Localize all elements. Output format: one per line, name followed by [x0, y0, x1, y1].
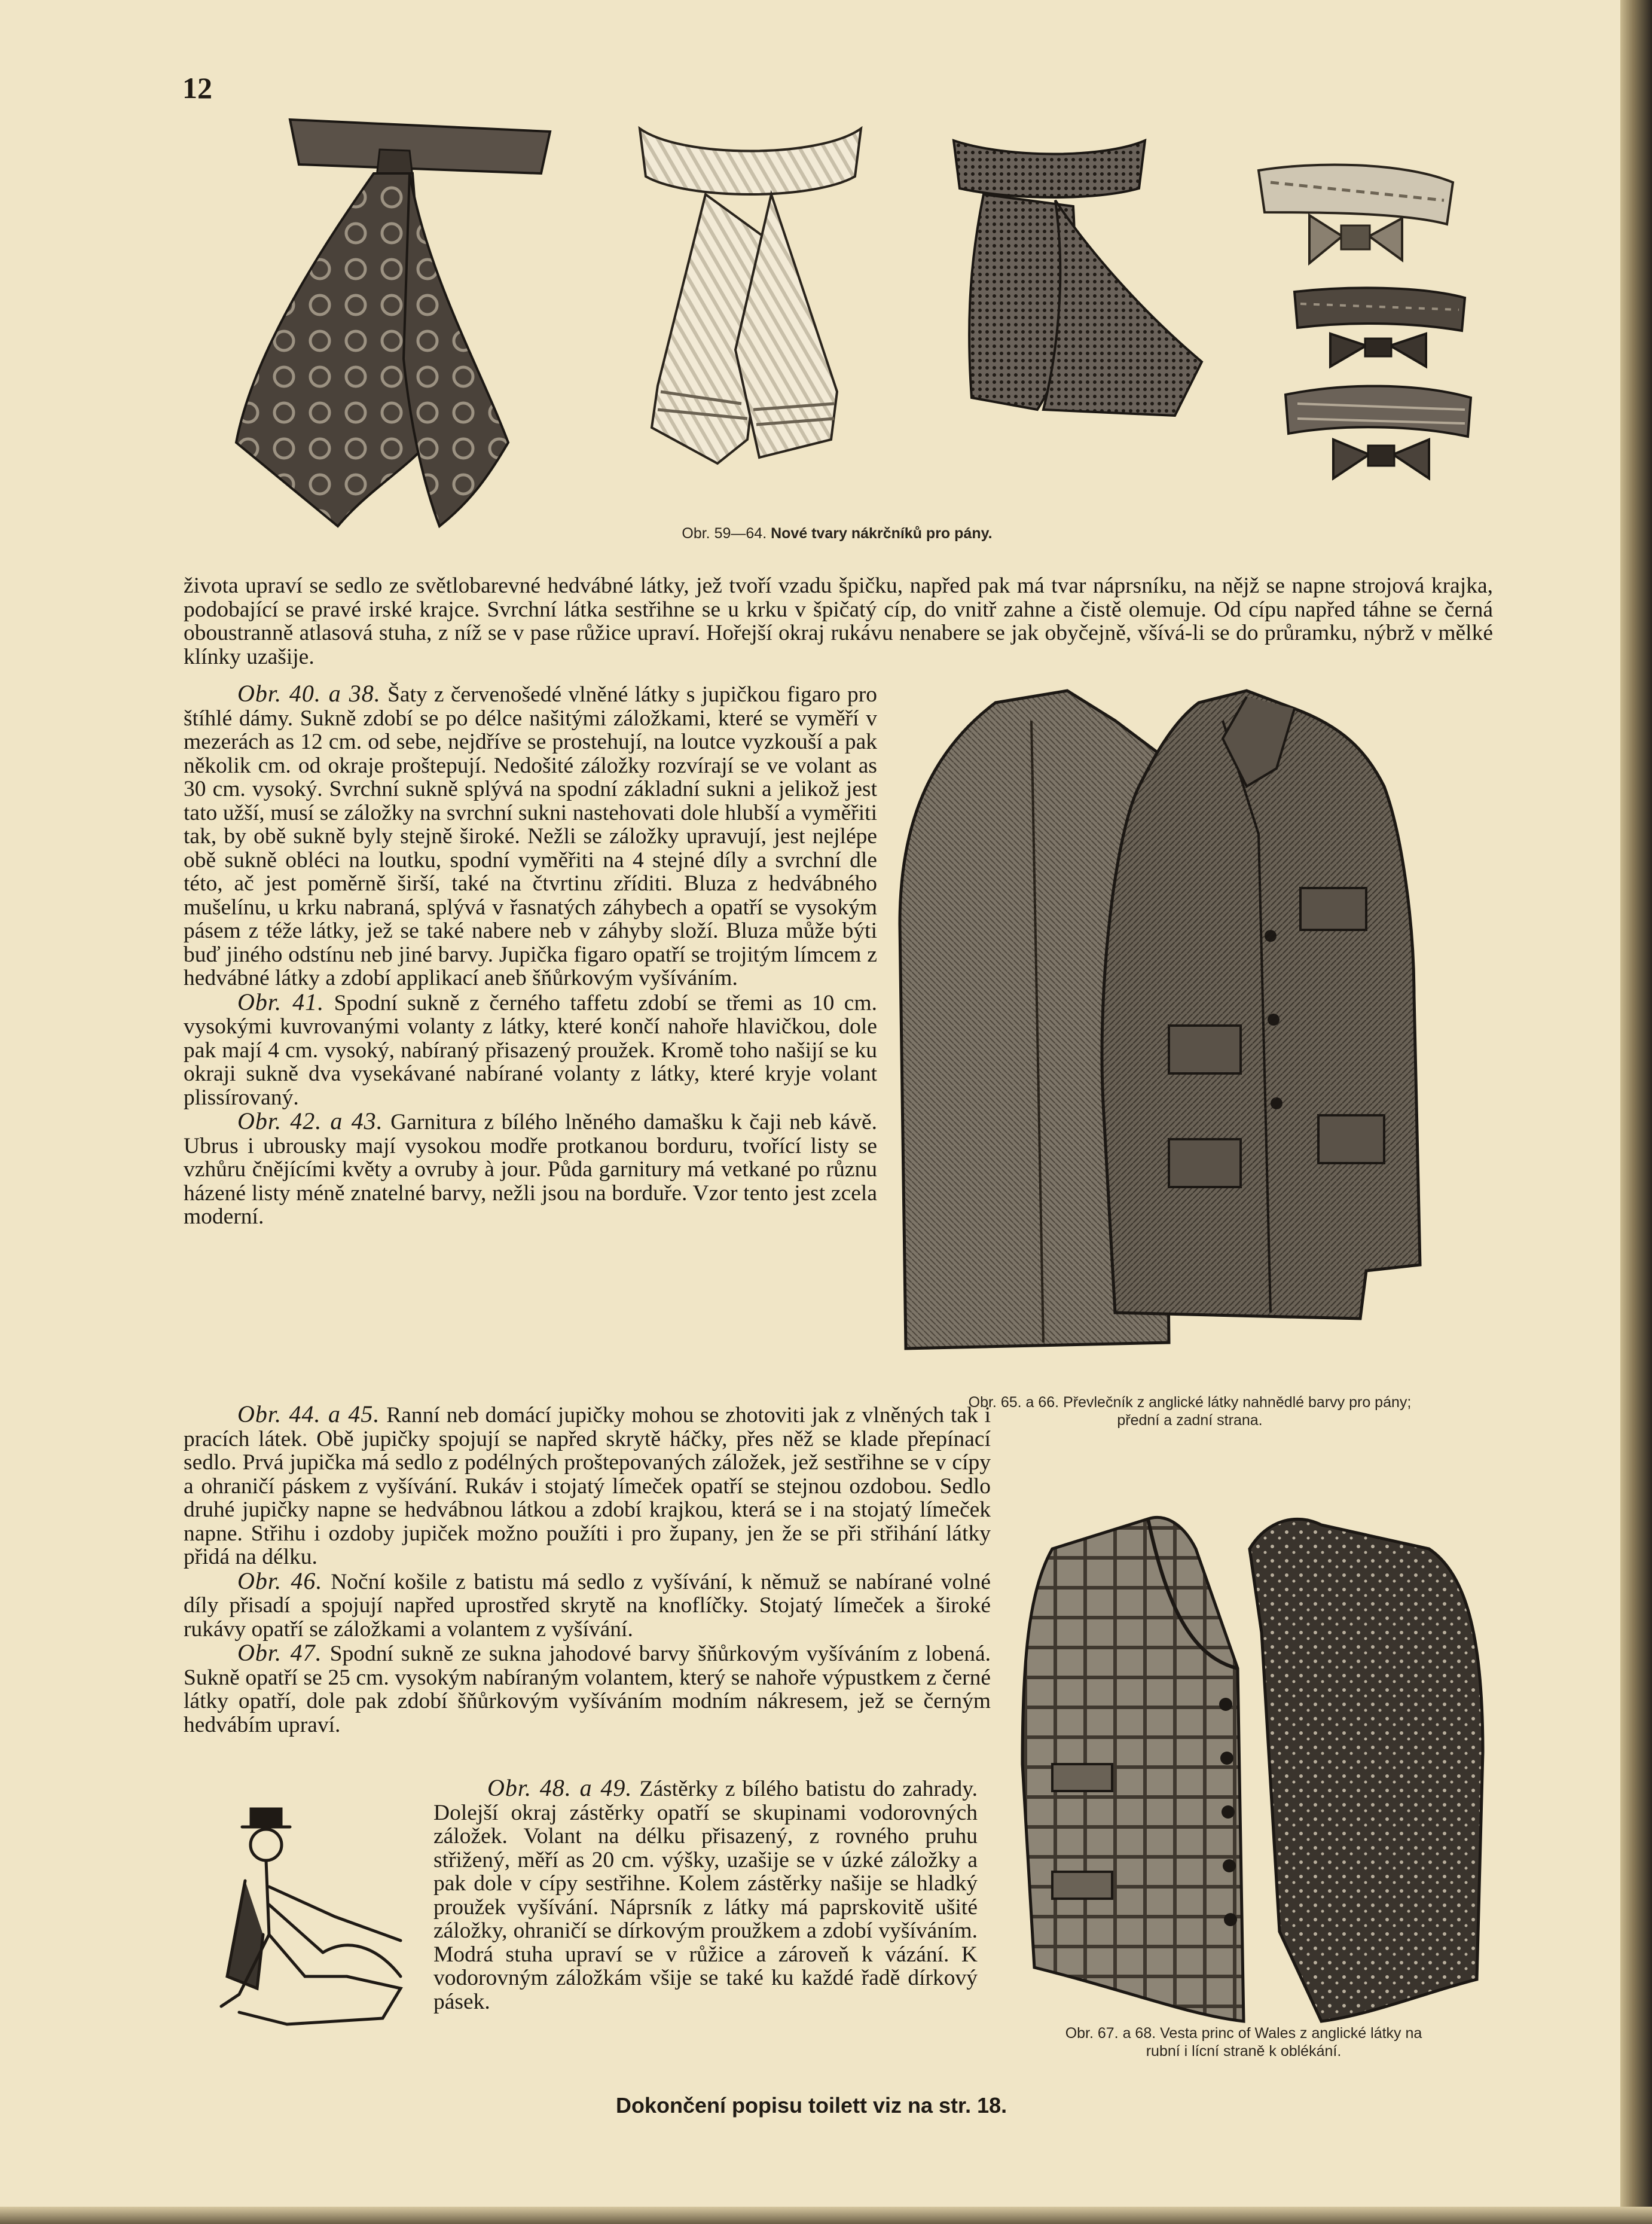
body-column-middle	[184, 1402, 991, 1737]
paragraph-obr-47	[184, 1641, 991, 1737]
text-obr-40: Šaty z červenošedé vlněné látky s jupičkou figaro pro štíhlé dámy. Sukně zdobí se po délce našitými záložkami, které se vyměří v mezerách as 12 cm. od sebe, nejdříve se prostehují, na loutce vyzkouší a pak několik cm. od okraje proštepují. Nedošité záložky rozvírají se ve volant as 30 cm. vysoký. Svrchní sukně splývá na spodní základní sukni a jelikož jest tato užší, musí se záložky na svrchní sukni nastehovati dole hlubší a vyměřiti tak, by obě sukně byly stejně široké. Nežli se záložky upravují, jest nejlépe obě sukně obléci na loutku, spodní vyměřiti na 4 stejné díly a svrchní dle této, ač jest poměrně širší, také na čtvrtinu zříditi. Bluza z hedvábného mušelínu, u krku nabraná, splývá v řasnatých záhybech a opatří se vysokým pásem z téže látky, jež se také nabere neb v záhyby složí. Bluza může býti buď jiného odstínu neb jiné barvy. Jupička figaro opatří se trojitým límcem z hedvábné látky a zdobí applikací aneb šňůrkovým vyšíváním.	[184, 682, 877, 990]
illustration-bowtie-collar-3	[1280, 383, 1477, 481]
caption-coats-line2: přední a zadní strana.	[1117, 1412, 1263, 1429]
paragraph-obr-41	[184, 990, 877, 1110]
caption-vests	[1004, 2024, 1483, 2060]
illustration-overcoat	[888, 685, 1504, 1354]
label-obr-44: Obr. 44. a 45.	[237, 1401, 380, 1427]
body-column-upper	[184, 682, 877, 1229]
text-obr-46: Noční košile z batistu má sedlo z vyšívání, k němuž se nabírané volné díly přisadí a spojují napřed uprostřed skrytě na knoflíčky. Stojatý límeček a široké rukávy opatří se záložkami a volantem z vyšívání.	[184, 1569, 991, 1642]
page-edge-bottom	[0, 2207, 1652, 2224]
illustration-cravat-patterned	[230, 108, 565, 538]
paragraph-obr-44	[184, 1402, 991, 1569]
text-obr-48: Zástěrky z bílého batistu do zahrady. Dolejší okraj zástěrky opatří se skupinami vodorovných záložek. Volant na délku přisazený, z rovného pruhu střižený, měří as 20 cm. výšky, uzašije se v úzké záložky a pak dole v cípy sestřihne. Kolem zástěrky našije se hladký proužek vyšívání. Náprsník z látky má paprskovitě ušité záložky, ohraničí se dírkovým proužkem a zdobí vyšíváním. Modrá stuha upraví se v růžice a zároveň k vázání. K vodorovným záložkám všije se také ku každé řadě dírkový pásek.	[433, 1777, 978, 2014]
label-obr-46: Obr. 46.	[237, 1567, 323, 1594]
paragraph-obr-46	[184, 1569, 991, 1642]
text-obr-41: Spodní sukně z černého taffetu zdobí se třemi as 10 cm. vysokými kuvrovanými volanty z látky, které končí nahoře hlavičkou, dole pak mají 4 cm. vysoký, nabíraný přisazený proužek. Kromě toho našijí se ku okraji sukně dva vysekávané nabírané volanty z látky, které kryje volant plissírovaný.	[184, 990, 877, 1110]
illustration-bowtie-collar-2	[1288, 286, 1471, 373]
label-obr-41: Obr. 41.	[237, 988, 325, 1015]
illustration-rider-sketch	[203, 1797, 413, 2033]
footer-continuation-note: Dokončení popisu toilett viz na str. 18.	[616, 2093, 1007, 2118]
illustration-cravat-dotted	[948, 135, 1211, 419]
label-obr-48: Obr. 48. a 49.	[487, 1774, 633, 1801]
text-obr-44: Ranní neb domácí jupičky mohou se zhotoviti jak z vlněných tak i pracích látek. Obě jupičky spojují se napřed skrytě háčky, přes něž se klade přepínací sedlo. Prvá jupička má sedlo z podélných proštepovaných záložek, jež sestřihne se v cípy a ohraničí páskem z vyšívání. Rukáv i stojatý límeček opatří se stejnou ozdobou. Sedlo druhé jupičky napne se hedvábnou látkou a zdobí krajkou, která se i na stojatý límeček napne. Střihu i ozdoby jupiček možno použíti i pro župany, jen že se při střihání látky přidá na délku.	[184, 1403, 991, 1569]
illustration-vest	[1010, 1513, 1489, 2027]
label-obr-40: Obr. 40. a 38.	[237, 680, 381, 707]
paragraph-obr-48	[433, 1776, 978, 2014]
caption-ties	[622, 524, 1052, 542]
caption-vests-line2: rubní i lícní straně k oblékání.	[1146, 2043, 1342, 2060]
intro-paragraph	[184, 574, 1493, 669]
page-edge-right	[1620, 0, 1652, 2224]
caption-coats-line1: Obr. 65. a 66. Převlečník z anglické látky nahnědlé barvy pro pány;	[968, 1394, 1412, 1411]
caption-ties-title: Nové tvary nákrčníků pro pány.	[771, 525, 993, 542]
intro-text: života upraví se sedlo ze světlobarevné hedvábné látky, jež tvoří vzadu špičku, napřed pak má tvar náprsníku, na nějž se napne strojová krajka, podobající se pravé irské krajce. Svrchní látka sestřihne se u krku v špičatý cíp, do vnitř zahne a čistě olemuje. Od cípu napřed táhne se černá oboustranně atlasová stuha, z níž se v pase růžice upraví. Hořejší okraj rukávu nenabere se jak obyčejně, všívá-li se do průramku, nýbrž v mělké klínky uzašije.	[184, 573, 1493, 669]
paragraph-obr-40	[184, 682, 877, 990]
text-obr-47: Spodní sukně ze sukna jahodové barvy šňůrkovým vyšíváním z lobená. Sukně opatří se 25 cm. vysokým nabíraným volantem, který se nahoře výpustkem z černé látky opatří, dole pak zdobí šňůrkovým vyšíváním modním nákresem, jež se černým hedvábím upraví.	[184, 1642, 991, 1737]
paragraph-obr-42	[184, 1109, 877, 1229]
label-obr-47: Obr. 47.	[237, 1639, 322, 1666]
caption-vests-line1: Obr. 67. a 68. Vesta princ of Wales z anglické látky na	[1065, 2025, 1422, 2042]
page-number: 12	[182, 71, 212, 105]
text-obr-42: Garnitura z bílého lněného damašku k čaji neb kávě. Ubrus i ubrousky mají vysokou modře protkanou borduru, tvořící listy se vzhůru čnějícími květy a ovruby à jour. Půda garnitury má vetkané po různu házené listy méně znatelné barvy, nežli jsou na borduře. Vzor tento jest zcela moderní.	[184, 1110, 877, 1229]
caption-ties-lead: Obr. 59—64.	[682, 525, 771, 542]
illustration-bowtie-collar-1	[1253, 158, 1459, 269]
illustration-cravat-striped	[634, 123, 867, 472]
body-column-lower	[433, 1776, 978, 2014]
label-obr-42: Obr. 42. a 43.	[237, 1108, 383, 1134]
